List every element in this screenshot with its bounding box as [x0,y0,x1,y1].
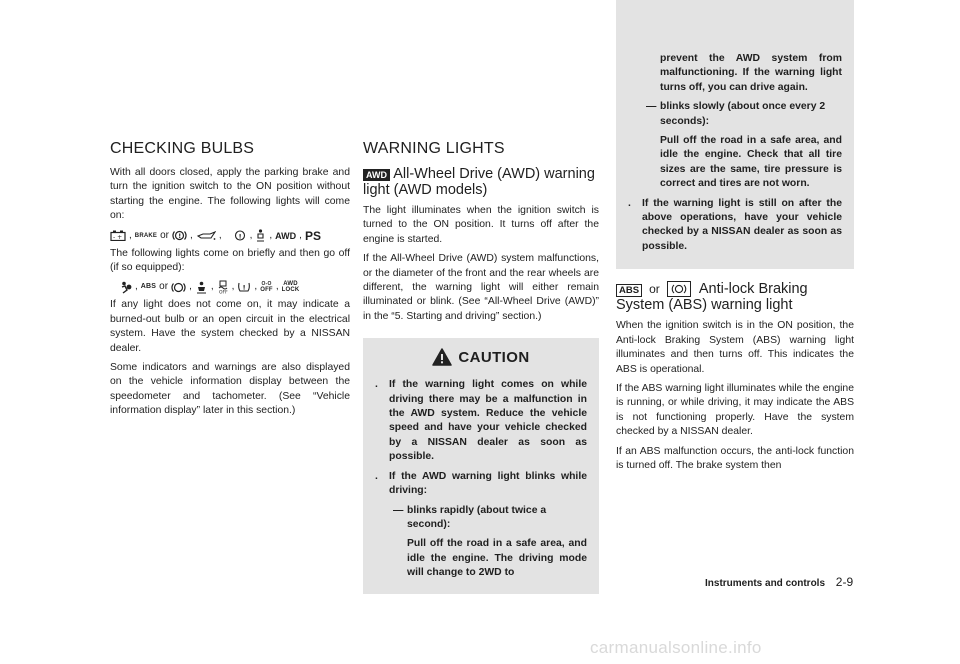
caution-bullet-3: . If the warning light is still on after the above operations, have your vehicle checked by a NISSAN dealer as soon as possible. [628,197,842,252]
master-warning-icon [233,230,247,241]
abs-on-position-text: When the ignition switch is in the ON position, the Anti-lock Braking System (ABS) warning light illuminates and then turns off. This indicates the ABS is operational. [616,320,854,375]
briefly-lights-text: The following lights come on briefly and then go off (if so equipped): [110,247,350,274]
page-number: 2-9 [835,575,854,589]
abs-text-icon: ABS [140,283,157,291]
indicator-icons-row-2: , ABS or , , OFF , ! , O-O OFF , AWD LOCK [110,280,350,294]
vdc-off-icon: O-O OFF [260,281,273,294]
caution-dash-1-text: Pull off the road in a safe area, and idle the engine. The driving mode will change to 2WD to [407,538,587,579]
svg-text:- +: - + [113,234,123,242]
awd-icon: AWD [275,230,297,241]
footer-section-title: Instruments and controls [705,578,826,589]
awd-lock-icon: AWD LOCK [281,281,300,294]
caution-dash-1: — blinks rapidly (about twice a second): [393,504,547,530]
column-1 [110,134,350,424]
brake-text-icon: BRAKE [134,232,158,239]
caution-bullet-1: . If the warning light comes on while driving there may be a malfunction in the AWD system. Reduce the vehicle speed and have your vehicle checked by a NISSAN dealer as soon as possible. [375,379,587,463]
awd-warning-subheading: AWD All-Wheel Drive (AWD) warning light (AWD models) [363,166,595,198]
awd-illuminates-text: The light illuminates when the ignition switch is turned to the ON position. It turns off after the engine is started. [363,205,599,245]
caution-bullet-2: . If the AWD warning light blinks while driving: [375,470,587,497]
abs-box-icon: ABS [616,284,642,297]
vehicle-info-display-text: Some indicators and warnings are also displayed on the vehicle information display between the speedometer and tachometer. (See “Vehicle information display” later in this section.) [110,362,350,417]
airbag-icon [120,281,132,294]
svg-text:!: ! [178,232,182,241]
burned-out-bulb-text: If any light does not come on, it may indicate a burned-out bulb or an open circuit in the electrical system. Have the system checked by a NISSAN dealer. [110,299,350,354]
battery-charge-icon [110,230,126,241]
awd-warning-icon: AWD [363,169,390,181]
tire-pressure-icon [237,281,251,293]
column-2 [363,134,599,594]
caution-continued-text: prevent the AWD system from malfunctioning. If the warning light turns off, you can drive again. [660,53,842,93]
watermark: carmanualsonline.info [590,638,762,657]
caution-title: CAUTION [458,348,530,366]
warning-lights-heading: WARNING LIGHTS [363,140,505,157]
brake-warning-icon [172,229,187,242]
column-3 [616,53,854,479]
abs-malfunction-text: If an ABS malfunction occurs, the anti-lock function is turned off. The brake system then [616,445,854,472]
awd-malfunction-text: If the All-Wheel Drive (AWD) system malfunctions, or the diameter of the front and the rear wheels are different, the warning light will either remain illuminated or blink. (See “All-Wheel Drive (AWD)” in the “5. Starting and driving” section.) [363,253,599,322]
page-footer [705,575,853,589]
power-steering-icon: PS [304,228,321,243]
caution-box [363,338,599,593]
svg-text:!: ! [243,283,246,292]
checking-bulbs-heading: CHECKING BULBS [110,140,255,157]
warning-triangle-icon [432,348,452,366]
abs-circle-icon [171,281,186,294]
slip-off-icon [217,280,229,294]
caution-box-continued [616,0,854,269]
abs-circle-box-icon [667,281,691,297]
svg-text:!: ! [238,232,242,241]
oil-pressure-icon [196,230,216,241]
abs-running-text: If the ABS warning light illuminates while the engine is running, or while driving, it may indicate the ABS is not functioning properly. Have the system checked by a NISSAN dealer. [616,383,854,438]
caution-header [375,348,587,366]
caution-dash-2-text: Pull off the road in a safe area, and idle the engine. Check that all tire sizes are the same, tire pressure is correct and tires are not worn. [660,135,842,190]
seat-belt-icon [255,229,266,242]
passenger-airbag-icon [195,281,208,294]
abs-warning-subheading: ABS or Anti-lock Braking System (ABS) warning light [616,281,808,314]
caution-dash-2: — blinks slowly (about once every 2 seconds): [646,101,826,127]
svg-text:OFF: OFF [218,290,228,295]
checking-bulbs-intro: With all doors closed, apply the parking brake and turn the ignition switch to the ON position without starting the engine. The following lights will come on: [110,167,350,222]
indicator-icons-row-1: - + , BRAKE or ! , , ! , , AWD , PS [110,229,350,243]
